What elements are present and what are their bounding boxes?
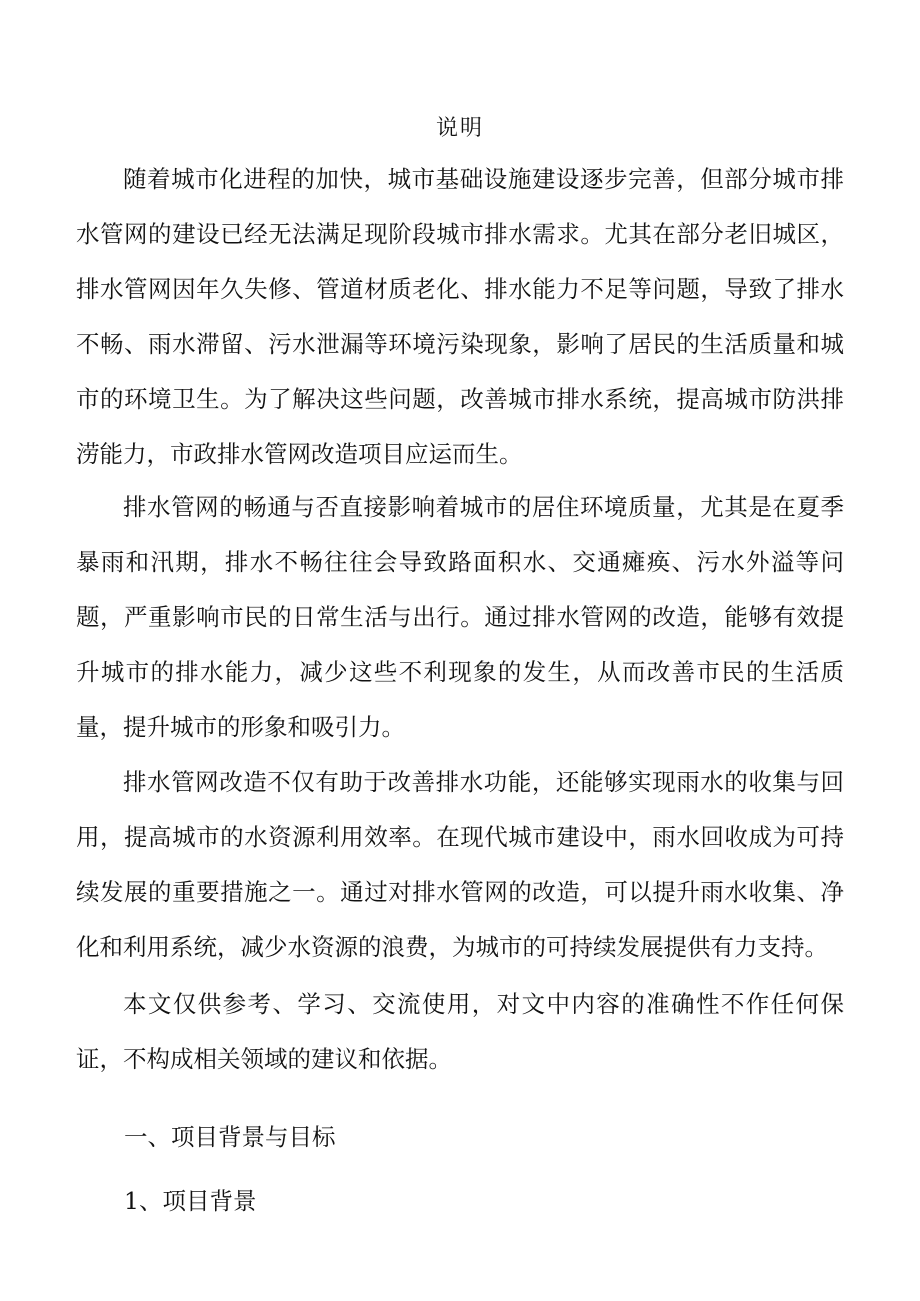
paragraph-disclaimer: 本文仅供参考、学习、交流使用，对文中内容的准确性不作任何保证，不构成相关领域的建议和依据。 (76, 990, 844, 1073)
subsection-heading: 1、项目背景 (124, 1187, 257, 1215)
paragraph-intro: 随着城市化进程的加快，城市基础设施建设逐步完善，但部分城市排水管网的建设已经无法满足现阶段城市排水需求。尤其在部分老旧城区，排水管网因年久失修、管道材质老化、排水能力不足等问题，导致了排水不畅、雨水滞留、污水泄漏等环境污染现象，影响了居民的生活质量和城市的环境卫生。为了解决这些问题，改善城市排水系统，提高城市防洪排涝能力，市政排水管网改造项目应运而生。 (76, 165, 844, 468)
section-heading: 一、项目背景与目标 (124, 1123, 336, 1151)
page-title: 说明 (435, 116, 484, 141)
paragraph-rainwater: 排水管网改造不仅有助于改善排水功能，还能够实现雨水的收集与回用，提高城市的水资源利用效率。在现代城市建设中，雨水回收成为可持续发展的重要措施之一。通过对排水管网的改造，可以提升雨水收集、净化和利用系统，减少水资源的浪费，为城市的可持续发展提供有力支持。 (76, 768, 844, 961)
paragraph-impact: 排水管网的畅通与否直接影响着城市的居住环境质量，尤其是在夏季暴雨和汛期，排水不畅往往会导致路面积水、交通瘫痪、污水外溢等问题，严重影响市民的日常生活与出行。通过排水管网的改造，能够有效提升城市的排水能力，减少这些不利现象的发生，从而改善市民的生活质量，提升城市的形象和吸引力。 (76, 493, 844, 741)
